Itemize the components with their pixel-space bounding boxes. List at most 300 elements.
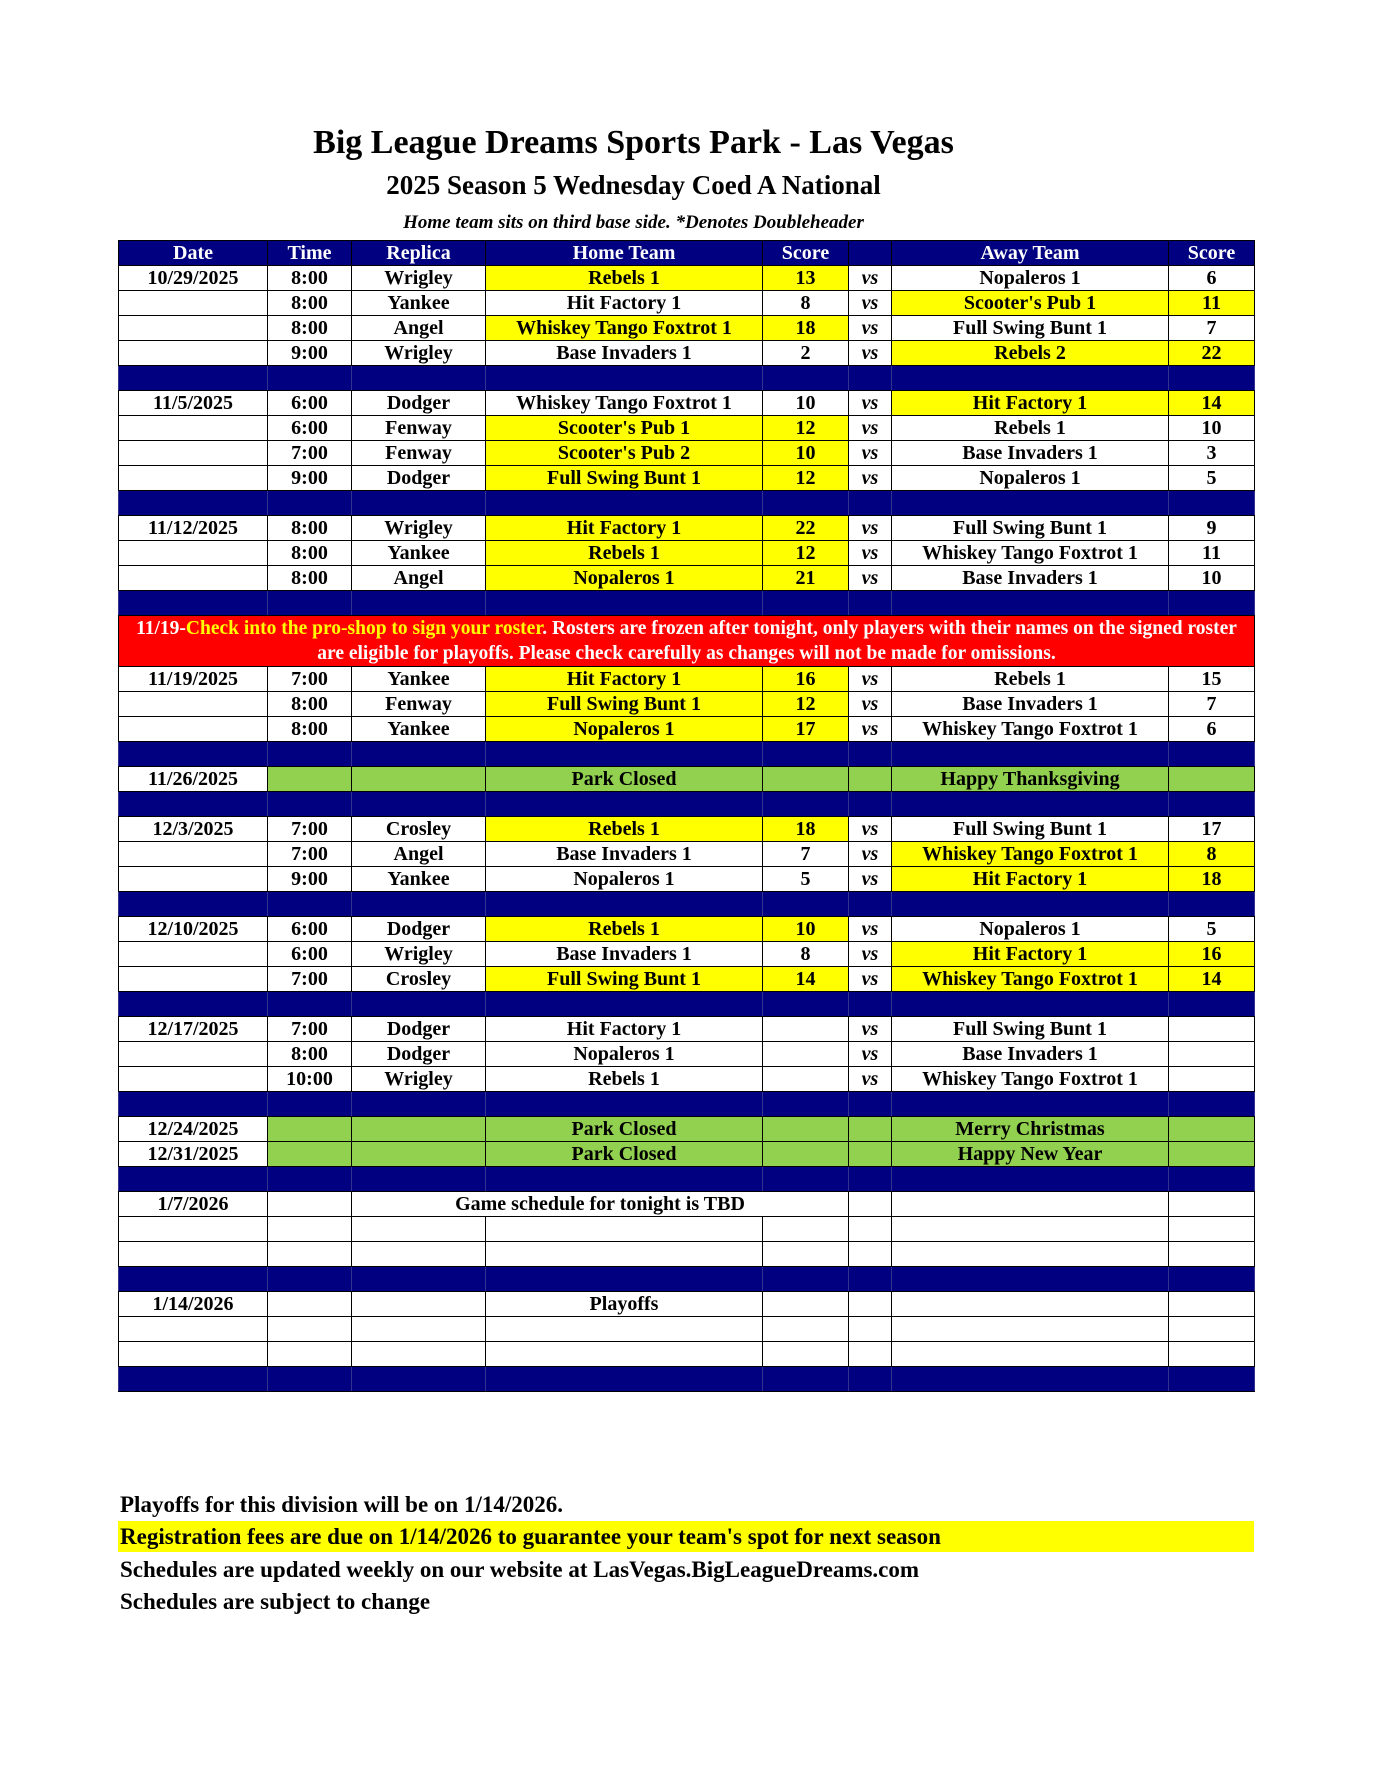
game-date: 11/19/2025 [119, 667, 268, 692]
game-time: 8:00 [268, 1042, 352, 1067]
home-score [763, 1042, 849, 1067]
home-score: 12 [763, 541, 849, 566]
field-replica: Angel [352, 842, 486, 867]
home-score: 12 [763, 416, 849, 441]
table-row [119, 867, 1255, 892]
game-time: 9:00 [268, 466, 352, 491]
table-row [119, 1067, 1255, 1092]
home-score: 18 [763, 817, 849, 842]
closed-cell [268, 1117, 352, 1142]
away-team: Base Invaders 1 [892, 441, 1169, 466]
table-row [119, 1292, 1255, 1317]
home-team: Full Swing Bunt 1 [486, 466, 763, 491]
separator-cell [763, 1267, 849, 1292]
table-row [119, 1192, 1255, 1217]
game-time: 8:00 [268, 291, 352, 316]
col-home-team: Home Team [486, 241, 763, 266]
empty-cell [352, 1217, 486, 1242]
empty-cell [119, 1317, 268, 1342]
game-date [119, 316, 268, 341]
game-date [119, 942, 268, 967]
away-team: Base Invaders 1 [892, 566, 1169, 591]
field-replica: Crosley [352, 817, 486, 842]
separator-cell [763, 1167, 849, 1192]
vs-label: vs [849, 817, 892, 842]
empty-cell [352, 1317, 486, 1342]
separator-cell [849, 892, 892, 917]
separator-cell [268, 792, 352, 817]
table-row [119, 441, 1255, 466]
home-team: Hit Factory 1 [486, 291, 763, 316]
separator-cell [268, 742, 352, 767]
field-replica: Angel [352, 566, 486, 591]
field-replica: Angel [352, 316, 486, 341]
empty-cell [849, 1192, 892, 1217]
game-date [119, 291, 268, 316]
separator-cell [352, 1267, 486, 1292]
field-replica: Dodger [352, 1042, 486, 1067]
away-team: Whiskey Tango Foxtrot 1 [892, 717, 1169, 742]
game-time: 8:00 [268, 717, 352, 742]
col-away-team: Away Team [892, 241, 1169, 266]
table-row [119, 466, 1255, 491]
away-team: Full Swing Bunt 1 [892, 1017, 1169, 1042]
home-team: Rebels 1 [486, 917, 763, 942]
separator-cell [268, 992, 352, 1017]
home-team: Nopaleros 1 [486, 717, 763, 742]
table-row [119, 416, 1255, 441]
separator-cell [849, 992, 892, 1017]
table-row [119, 942, 1255, 967]
separator-cell [119, 366, 268, 391]
week-separator [119, 1092, 1255, 1117]
separator-cell [892, 742, 1169, 767]
away-score: 17 [1169, 817, 1255, 842]
empty-cell [268, 1192, 352, 1217]
closed-cell [268, 1142, 352, 1167]
separator-cell [763, 591, 849, 616]
page-subtitle: 2025 Season 5 Wednesday Coed A National [386, 170, 881, 200]
field-replica: Fenway [352, 441, 486, 466]
separator-cell [119, 591, 268, 616]
separator-cell [486, 1167, 763, 1192]
home-team: Rebels 1 [486, 541, 763, 566]
separator-cell [352, 366, 486, 391]
week-separator [119, 792, 1255, 817]
empty-cell [763, 1217, 849, 1242]
game-date [119, 541, 268, 566]
game-time: 10:00 [268, 1067, 352, 1092]
home-team: Rebels 1 [486, 1067, 763, 1092]
home-team: Full Swing Bunt 1 [486, 967, 763, 992]
footer-playoffs: Playoffs for this division will be on 1/14/2026. [120, 1492, 564, 1517]
home-score: 17 [763, 717, 849, 742]
separator-cell [352, 1367, 486, 1392]
game-date: 10/29/2025 [119, 266, 268, 291]
empty-cell [1169, 1342, 1255, 1367]
home-score: 10 [763, 391, 849, 416]
game-date [119, 692, 268, 717]
home-team: Rebels 1 [486, 266, 763, 291]
vs-label: vs [849, 1017, 892, 1042]
field-replica: Wrigley [352, 266, 486, 291]
page-title: Big League Dreams Sports Park - Las Vegas [313, 124, 954, 161]
empty-cell [268, 1342, 352, 1367]
vs-label: vs [849, 1067, 892, 1092]
separator-cell [1169, 792, 1255, 817]
home-team: Hit Factory 1 [486, 1017, 763, 1042]
vs-label: vs [849, 967, 892, 992]
empty-cell [268, 1292, 352, 1317]
separator-cell [892, 1167, 1169, 1192]
empty-cell [1169, 1292, 1255, 1317]
game-date [119, 717, 268, 742]
schedule-table [118, 240, 1255, 1392]
table-row [119, 1242, 1255, 1267]
empty-cell [892, 1342, 1169, 1367]
col-replica: Replica [352, 241, 486, 266]
separator-cell [486, 591, 763, 616]
away-team: Scooter's Pub 1 [892, 291, 1169, 316]
week-separator [119, 992, 1255, 1017]
separator-cell [892, 792, 1169, 817]
separator-cell [486, 1367, 763, 1392]
game-time: 8:00 [268, 266, 352, 291]
separator-cell [119, 892, 268, 917]
away-score [1169, 1017, 1255, 1042]
separator-cell [892, 491, 1169, 516]
home-team: Whiskey Tango Foxtrot 1 [486, 316, 763, 341]
away-score: 18 [1169, 867, 1255, 892]
empty-cell [763, 1317, 849, 1342]
field-replica: Wrigley [352, 516, 486, 541]
separator-cell [1169, 591, 1255, 616]
away-team: Hit Factory 1 [892, 942, 1169, 967]
empty-cell [268, 1242, 352, 1267]
vs-label: vs [849, 867, 892, 892]
empty-cell [892, 1242, 1169, 1267]
col-home-score: Score [763, 241, 849, 266]
away-score: 15 [1169, 667, 1255, 692]
field-replica: Dodger [352, 466, 486, 491]
field-replica: Fenway [352, 416, 486, 441]
empty-cell [119, 1217, 268, 1242]
week-separator [119, 591, 1255, 616]
vs-label: vs [849, 692, 892, 717]
separator-cell [1169, 992, 1255, 1017]
col-vs [849, 241, 892, 266]
separator-cell [849, 366, 892, 391]
separator-cell [119, 491, 268, 516]
home-score: 2 [763, 341, 849, 366]
table-row [119, 1017, 1255, 1042]
separator-cell [119, 1167, 268, 1192]
closed-cell [763, 1117, 849, 1142]
table-row [119, 1117, 1255, 1142]
separator-cell [352, 792, 486, 817]
field-replica: Wrigley [352, 942, 486, 967]
week-separator [119, 892, 1255, 917]
away-team: Nopaleros 1 [892, 917, 1169, 942]
game-time: 8:00 [268, 566, 352, 591]
away-team: Rebels 1 [892, 416, 1169, 441]
home-score: 5 [763, 867, 849, 892]
empty-cell [849, 1217, 892, 1242]
empty-cell [486, 1317, 763, 1342]
table-row [119, 717, 1255, 742]
field-replica: Crosley [352, 967, 486, 992]
away-score: 10 [1169, 566, 1255, 591]
week-separator [119, 1267, 1255, 1292]
schedule-body [119, 266, 1255, 1392]
game-date [119, 466, 268, 491]
away-team: Whiskey Tango Foxtrot 1 [892, 967, 1169, 992]
game-time: 9:00 [268, 867, 352, 892]
home-score: 8 [763, 291, 849, 316]
field-replica: Yankee [352, 291, 486, 316]
closed-cell [849, 1142, 892, 1167]
home-team: Nopaleros 1 [486, 867, 763, 892]
game-date: 12/17/2025 [119, 1017, 268, 1042]
vs-label: vs [849, 1042, 892, 1067]
separator-cell [119, 742, 268, 767]
closed-cell [352, 1117, 486, 1142]
vs-label: vs [849, 541, 892, 566]
separator-cell [119, 1367, 268, 1392]
away-team: Rebels 1 [892, 667, 1169, 692]
separator-cell [486, 1267, 763, 1292]
vs-label: vs [849, 416, 892, 441]
game-time: 7:00 [268, 1017, 352, 1042]
separator-cell [763, 366, 849, 391]
separator-cell [892, 992, 1169, 1017]
game-time: 7:00 [268, 667, 352, 692]
empty-cell [763, 1292, 849, 1317]
home-score: 12 [763, 692, 849, 717]
separator-cell [1169, 366, 1255, 391]
away-team: Hit Factory 1 [892, 867, 1169, 892]
empty-cell [849, 1292, 892, 1317]
empty-cell [849, 1242, 892, 1267]
separator-cell [119, 1092, 268, 1117]
away-team: Full Swing Bunt 1 [892, 817, 1169, 842]
away-score: 8 [1169, 842, 1255, 867]
table-row [119, 842, 1255, 867]
game-date [119, 566, 268, 591]
closed-label: Park Closed [486, 767, 763, 792]
vs-label: vs [849, 291, 892, 316]
away-score: 5 [1169, 917, 1255, 942]
separator-cell [849, 1367, 892, 1392]
empty-cell [763, 1242, 849, 1267]
separator-cell [763, 491, 849, 516]
game-time: 9:00 [268, 341, 352, 366]
empty-cell [352, 1292, 486, 1317]
away-team: Base Invaders 1 [892, 692, 1169, 717]
col-away-score: Score [1169, 241, 1255, 266]
table-row [119, 516, 1255, 541]
table-row [119, 316, 1255, 341]
header-row [119, 241, 1255, 266]
week-separator [119, 742, 1255, 767]
away-team: Base Invaders 1 [892, 1042, 1169, 1067]
table-row [119, 817, 1255, 842]
separator-cell [849, 591, 892, 616]
separator-cell [892, 892, 1169, 917]
game-date: 12/3/2025 [119, 817, 268, 842]
vs-label: vs [849, 942, 892, 967]
empty-cell [352, 1342, 486, 1367]
game-date [119, 341, 268, 366]
empty-cell [1169, 1242, 1255, 1267]
empty-cell [849, 1342, 892, 1367]
table-row [119, 1042, 1255, 1067]
vs-label: vs [849, 466, 892, 491]
separator-cell [486, 1092, 763, 1117]
away-team: Nopaleros 1 [892, 466, 1169, 491]
closed-label: Park Closed [486, 1142, 763, 1167]
week-separator [119, 1367, 1255, 1392]
empty-cell [268, 1217, 352, 1242]
away-score: 22 [1169, 341, 1255, 366]
game-date: 1/7/2026 [119, 1192, 268, 1217]
footer-disclaimer: Schedules are subject to change [120, 1589, 431, 1614]
closed-cell [849, 1117, 892, 1142]
game-time: 7:00 [268, 842, 352, 867]
col-time: Time [268, 241, 352, 266]
home-score: 13 [763, 266, 849, 291]
separator-cell [352, 992, 486, 1017]
away-score: 3 [1169, 441, 1255, 466]
table-row [119, 341, 1255, 366]
empty-cell [892, 1292, 1169, 1317]
notice-rest: . Rosters are frozen after tonight, only players with their names on the signed roster are eligible for playoffs. Please check carefully as changes will not be made for omissions. [317, 618, 1237, 664]
home-score: 8 [763, 942, 849, 967]
vs-label: vs [849, 717, 892, 742]
field-replica: Dodger [352, 1017, 486, 1042]
separator-cell [892, 1367, 1169, 1392]
week-separator [119, 366, 1255, 391]
separator-cell [763, 1367, 849, 1392]
home-score: 14 [763, 967, 849, 992]
game-date [119, 416, 268, 441]
game-date: 1/14/2026 [119, 1292, 268, 1317]
separator-cell [763, 742, 849, 767]
away-score: 5 [1169, 466, 1255, 491]
game-date [119, 867, 268, 892]
away-team: Rebels 2 [892, 341, 1169, 366]
table-row [119, 566, 1255, 591]
table-row [119, 1142, 1255, 1167]
week-separator [119, 1167, 1255, 1192]
field-replica: Yankee [352, 717, 486, 742]
field-replica: Wrigley [352, 341, 486, 366]
home-team: Base Invaders 1 [486, 942, 763, 967]
field-replica: Dodger [352, 917, 486, 942]
playoffs-label: Playoffs [486, 1292, 763, 1317]
empty-cell [1169, 1192, 1255, 1217]
notice-highlight: Check into the pro-shop to sign your roster [185, 618, 543, 639]
col-date: Date [119, 241, 268, 266]
table-row [119, 1342, 1255, 1367]
away-score [1169, 1067, 1255, 1092]
separator-cell [1169, 1267, 1255, 1292]
separator-cell [763, 992, 849, 1017]
game-time: 6:00 [268, 391, 352, 416]
table-row [119, 1217, 1255, 1242]
vs-label: vs [849, 667, 892, 692]
game-date: 11/12/2025 [119, 516, 268, 541]
game-time: 7:00 [268, 441, 352, 466]
game-time: 8:00 [268, 316, 352, 341]
separator-cell [486, 992, 763, 1017]
separator-cell [268, 591, 352, 616]
game-date [119, 1042, 268, 1067]
field-replica: Wrigley [352, 1067, 486, 1092]
game-date [119, 842, 268, 867]
game-date: 12/31/2025 [119, 1142, 268, 1167]
game-time: 7:00 [268, 967, 352, 992]
closed-cell [1169, 1142, 1255, 1167]
vs-label: vs [849, 391, 892, 416]
separator-cell [119, 1267, 268, 1292]
away-team: Whiskey Tango Foxtrot 1 [892, 541, 1169, 566]
separator-cell [268, 1092, 352, 1117]
week-separator [119, 491, 1255, 516]
closed-cell [1169, 767, 1255, 792]
home-team: Full Swing Bunt 1 [486, 692, 763, 717]
separator-cell [849, 1267, 892, 1292]
separator-cell [892, 1092, 1169, 1117]
game-time: 8:00 [268, 541, 352, 566]
empty-cell [486, 1242, 763, 1267]
separator-cell [352, 742, 486, 767]
empty-cell [119, 1342, 268, 1367]
separator-cell [486, 892, 763, 917]
footer-website: Schedules are updated weekly on our website at LasVegas.BigLeagueDreams.com [120, 1557, 920, 1582]
home-team: Base Invaders 1 [486, 842, 763, 867]
table-row [119, 266, 1255, 291]
table-row [119, 667, 1255, 692]
home-score: 12 [763, 466, 849, 491]
separator-cell [268, 892, 352, 917]
field-replica: Yankee [352, 667, 486, 692]
away-team: Whiskey Tango Foxtrot 1 [892, 842, 1169, 867]
vs-label: vs [849, 917, 892, 942]
away-score: 6 [1169, 717, 1255, 742]
empty-cell [1169, 1317, 1255, 1342]
holiday-label: Happy Thanksgiving [892, 767, 1169, 792]
notice-prefix: 11/19- [136, 618, 186, 639]
separator-cell [486, 742, 763, 767]
game-date: 11/5/2025 [119, 391, 268, 416]
field-replica: Yankee [352, 867, 486, 892]
closed-cell [352, 1142, 486, 1167]
separator-cell [1169, 1167, 1255, 1192]
home-score [763, 1067, 849, 1092]
field-replica: Dodger [352, 391, 486, 416]
separator-cell [268, 1267, 352, 1292]
game-date [119, 1067, 268, 1092]
home-team: Nopaleros 1 [486, 1042, 763, 1067]
empty-cell [892, 1317, 1169, 1342]
away-score [1169, 1042, 1255, 1067]
separator-cell [352, 1167, 486, 1192]
home-team: Scooter's Pub 2 [486, 441, 763, 466]
separator-cell [119, 992, 268, 1017]
separator-cell [849, 1092, 892, 1117]
separator-cell [849, 792, 892, 817]
